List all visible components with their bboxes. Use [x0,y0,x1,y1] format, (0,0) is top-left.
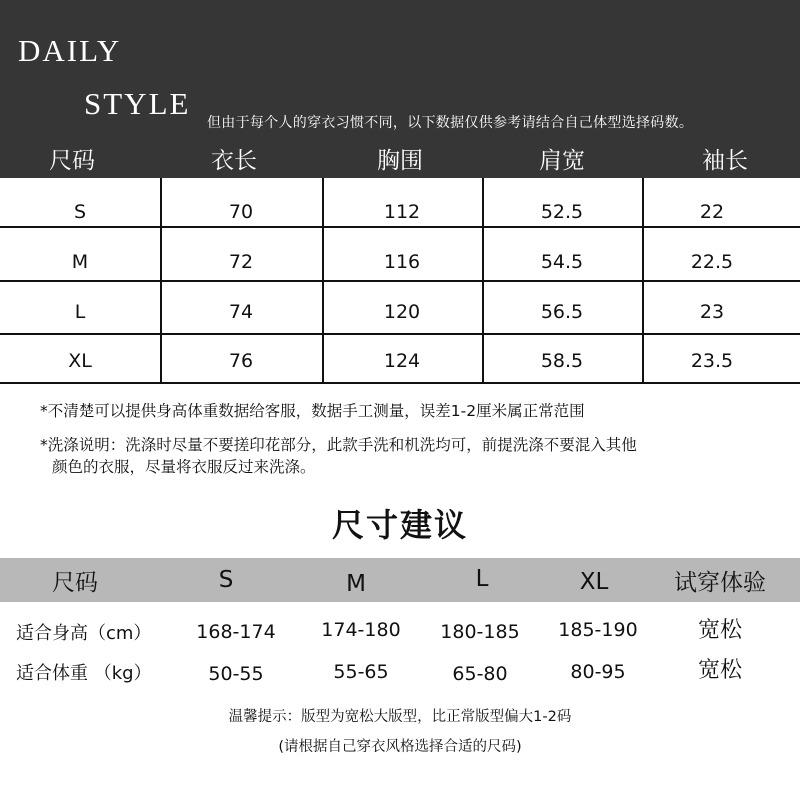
height-label: 适合身高（cm） [16,623,152,644]
brand-line-2: STYLE [84,86,191,121]
measurement-note: *不清楚可以提供身高体重数据给客服，数据手工测量，误差1-2厘米属正常范围 [40,402,585,420]
washing-note: *洗涤说明：洗涤时尽量不要搓印花部分，此款手洗和机洗均可，前提洗涤不要混入其他 [40,436,637,454]
col-header-chest: 胸围 [377,148,423,174]
fit-tip: 温馨提示：版型为宽松大版型，比正常版型偏大1-2码 [228,709,572,725]
height-xl: 185-190 [558,619,638,641]
weight-s: 50-55 [208,663,264,685]
washing-note-cont: 颜色的衣服，尽量将衣服反过来洗涤。 [52,458,316,476]
table-row [0,335,800,387]
row-divider [0,226,800,228]
cell-size: XL [68,350,92,372]
height-m: 174-180 [321,619,401,641]
cell-length: 70 [228,201,254,223]
rec-header-s: S [218,567,234,593]
rec-header-xl: XL [579,569,609,595]
weight-fit: 宽松 [697,657,742,683]
weight-m: 55-65 [333,661,389,683]
cell-shoulder: 54.5 [540,251,584,273]
rec-header-fit: 试穿体验 [674,569,766,596]
cell-size: L [74,301,86,323]
table-row [0,286,800,338]
cell-chest: 112 [383,201,421,223]
col-header-size: 尺码 [49,148,95,174]
cell-shoulder: 56.5 [540,301,584,323]
weight-xl: 80-95 [570,661,626,683]
size-disclaimer: 但由于每个人的穿衣习惯不同，以下数据仅供参考请结合自己体型选择码数。 [207,115,694,131]
cell-sleeve: 22.5 [690,251,734,273]
cell-length: 72 [228,251,254,273]
cell-shoulder: 52.5 [540,201,584,223]
cell-size: M [71,251,89,273]
row-divider [0,382,800,384]
col-header-length: 衣长 [211,148,257,174]
height-l: 180-185 [440,621,520,643]
table-row [0,186,800,238]
weight-l: 65-80 [452,663,508,685]
section-title: 尺寸建议 [331,506,468,544]
fit-tip-sub: (请根据自己穿衣风格选择合适的尺码) [278,739,522,755]
col-header-shoulder: 肩宽 [539,148,585,174]
rec-header-l: L [475,566,489,592]
cell-chest: 124 [383,350,421,372]
cell-chest: 120 [383,301,421,323]
height-s: 168-174 [196,621,276,643]
cell-chest: 116 [383,251,421,273]
cell-shoulder: 58.5 [540,350,584,372]
cell-sleeve: 22 [699,201,725,223]
row-divider [0,280,800,282]
weight-label: 适合体重 （kg） [16,663,152,684]
height-fit: 宽松 [697,617,742,643]
cell-sleeve: 23.5 [690,350,734,372]
cell-length: 74 [228,301,254,323]
cell-size: S [73,201,87,223]
rec-header-m: M [346,571,366,597]
cell-sleeve: 23 [699,301,725,323]
rec-header-size: 尺码 [52,569,98,596]
cell-length: 76 [228,350,254,372]
col-header-sleeve: 袖长 [702,148,748,174]
brand-line-1: DAILY [18,33,122,68]
